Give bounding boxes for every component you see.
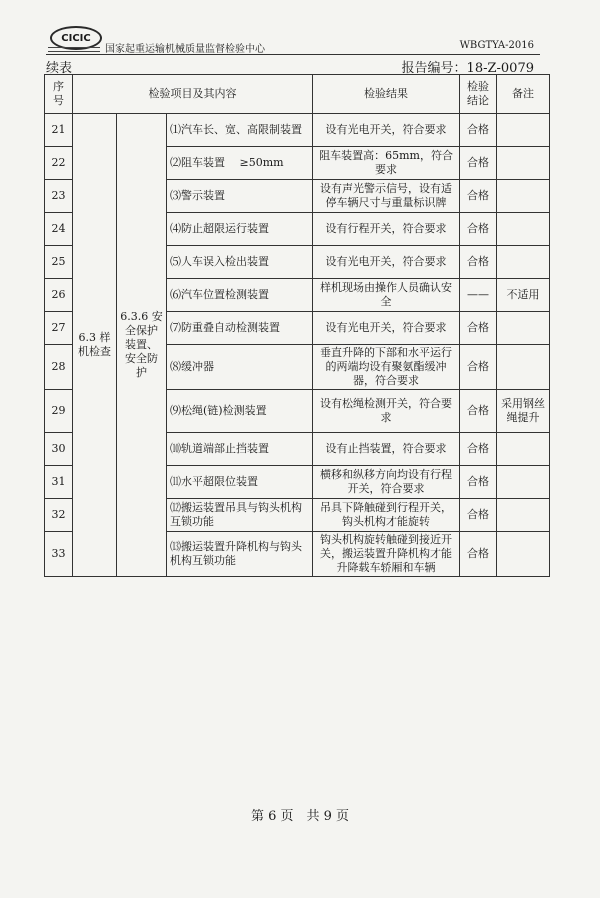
conclusion-cell: 合格 (460, 312, 497, 345)
item-cell: ⑵阻车装置 ≥50mm (167, 147, 313, 180)
conclusion-cell: 合格 (460, 532, 497, 577)
category-cell: 6.3 样机检查 (73, 114, 117, 577)
col-header-conclusion: 检验结论 (460, 75, 497, 114)
note-cell (497, 213, 550, 246)
item-cell: ⑺防重叠自动检测装置 (167, 312, 313, 345)
table-header-row (45, 75, 550, 114)
row-number: 21 (45, 114, 73, 147)
logo-underline (48, 47, 100, 52)
note-cell (497, 114, 550, 147)
item-cell: ⑶警示装置 (167, 180, 313, 213)
result-cell: 设有止挡装置，符合要求 (313, 433, 460, 466)
conclusion-cell: 合格 (460, 499, 497, 532)
note-cell (497, 532, 550, 577)
item-cell: ⒀搬运装置升降机构与钩头机构互锁功能 (167, 532, 313, 577)
row-number: 28 (45, 345, 73, 390)
note-cell: 采用钢丝绳提升 (497, 390, 550, 433)
conclusion-cell: 合格 (460, 466, 497, 499)
col-header-note: 备注 (497, 75, 550, 114)
conclusion-cell: 合格 (460, 180, 497, 213)
header-rule (46, 54, 540, 55)
result-cell: 横移和纵移方向均设有行程开关，符合要求 (313, 466, 460, 499)
subcategory-cell: 6.3.6 安全保护装置、安全防护 (117, 114, 167, 577)
organization-name: 国家起重运输机械质量监督检验中心 (105, 44, 265, 55)
item-cell: ⑼松绳(链)检测装置 (167, 390, 313, 433)
row-number: 32 (45, 499, 73, 532)
note-cell (497, 312, 550, 345)
item-cell: ⑹汽车位置检测装置 (167, 279, 313, 312)
logo-text: CICIC (61, 32, 91, 44)
col-header-no: 序号 (45, 75, 73, 114)
result-cell: 设有光电开关，符合要求 (313, 114, 460, 147)
conclusion-cell: 合格 (460, 246, 497, 279)
report-number: 报告编号：18-Z-0079 (401, 61, 534, 76)
note-cell (497, 180, 550, 213)
item-cell: ⑿搬运装置吊具与钩头机构互锁功能 (167, 499, 313, 532)
note-cell (497, 466, 550, 499)
result-cell: 设有光电开关，符合要求 (313, 312, 460, 345)
result-cell: 设有声光警示信号，设有适停车辆尺寸与重量标识牌 (313, 180, 460, 213)
continued-label: 续表 (46, 61, 73, 76)
col-header-item: 检验项目及其内容 (73, 75, 313, 114)
item-cell: ⑸人车误入检出装置 (167, 246, 313, 279)
note-cell (497, 345, 550, 390)
result-cell: 垂直升降的下部和水平运行的两端均设有聚氨酯缓冲器，符合要求 (313, 345, 460, 390)
row-number: 29 (45, 390, 73, 433)
page-number: 第 6 页 共 9 页 (250, 809, 350, 824)
table-row (45, 114, 550, 147)
row-number: 27 (45, 312, 73, 345)
row-number: 23 (45, 180, 73, 213)
item-cell: ⑻缓冲器 (167, 345, 313, 390)
row-number: 26 (45, 279, 73, 312)
result-cell: 样机现场由操作人员确认安全 (313, 279, 460, 312)
conclusion-cell: 合格 (460, 114, 497, 147)
conclusion-cell: 合格 (460, 213, 497, 246)
result-cell: 吊具下降触碰到行程开关，钩头机构才能旋转 (313, 499, 460, 532)
conclusion-cell: 合格 (460, 147, 497, 180)
document-code: WBGTYA-2016 (459, 40, 534, 51)
conclusion-cell: 合格 (460, 433, 497, 466)
row-number: 31 (45, 466, 73, 499)
item-cell: ⑽轨道端部止挡装置 (167, 433, 313, 466)
inspection-table (44, 74, 550, 577)
col-header-result: 检验结果 (313, 75, 460, 114)
conclusion-cell: 合格 (460, 390, 497, 433)
note-cell (497, 433, 550, 466)
note-cell (497, 246, 550, 279)
item-cell: ⑷防止超限运行装置 (167, 213, 313, 246)
row-number: 25 (45, 246, 73, 279)
note-cell: 不适用 (497, 279, 550, 312)
row-number: 24 (45, 213, 73, 246)
result-cell: 设有光电开关，符合要求 (313, 246, 460, 279)
row-number: 22 (45, 147, 73, 180)
row-number: 30 (45, 433, 73, 466)
note-cell (497, 147, 550, 180)
item-cell: ⑾水平超限位装置 (167, 466, 313, 499)
result-cell: 钩头机构旋转触碰到接近开关，搬运装置升降机构才能升降载车轿厢和车辆 (313, 532, 460, 577)
row-number: 33 (45, 532, 73, 577)
note-cell (497, 499, 550, 532)
result-cell: 设有行程开关，符合要求 (313, 213, 460, 246)
conclusion-cell: 合格 (460, 345, 497, 390)
result-cell: 设有松绳检测开关，符合要求 (313, 390, 460, 433)
result-cell: 阻车装置高：65mm，符合要求 (313, 147, 460, 180)
conclusion-cell: —— (460, 279, 497, 312)
item-cell: ⑴汽车长、宽、高限制装置 (167, 114, 313, 147)
